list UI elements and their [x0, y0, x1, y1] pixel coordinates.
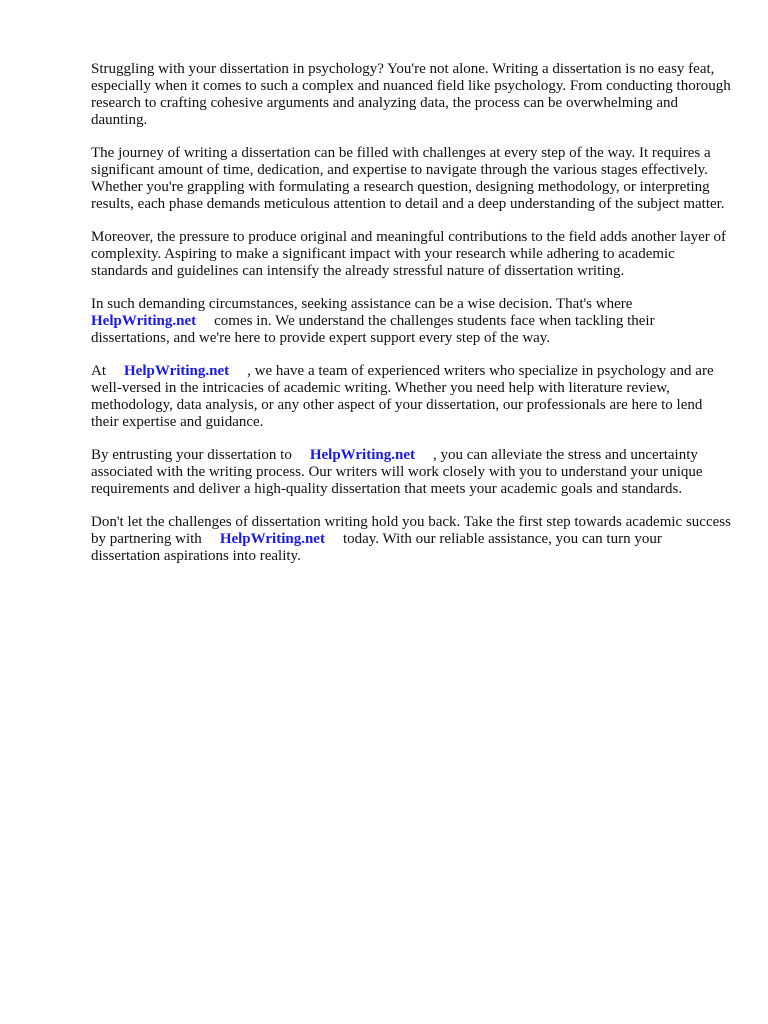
- paragraph-team: [91, 363, 731, 431]
- helpwriting-link[interactable]: HelpWriting.net: [309, 447, 415, 463]
- paragraph-journey: The journey of writing a dissertation can be filled with challenges at every step of the way. It requires a significant amount of time, dedication, and expertise to navigate through the various stages effectively. Whether you're grappling with formulating a research question, designing methodology, or interpreting results, each phase demands meticulous attention to detail and a deep understanding of the subject matter.: [91, 145, 725, 212]
- helpwriting-link[interactable]: HelpWriting.net: [91, 313, 197, 329]
- helpwriting-link[interactable]: HelpWriting.net: [124, 363, 230, 379]
- paragraph-text: , you can alleviate the stress and uncertainty associated with the writing process. Our writers will work closely with you to understand your unique requirements and deliver a high-quality dissertation that meets your academic goals and standards.: [91, 447, 703, 497]
- paragraph-text: In such demanding circumstances, seeking assistance can be a wise decision. That's where: [91, 296, 633, 312]
- helpwriting-link[interactable]: HelpWriting.net: [219, 531, 325, 547]
- document-body: [91, 61, 731, 581]
- paragraph-text: , we have a team of experienced writers who specialize in psychology and are well-versed in the intricacies of academic writing. Whether you need help with literature review, methodology, data analysis, or any other aspect of your dissertation, our professionals are here to lend their expertise and guidance.: [91, 363, 714, 430]
- paragraph-text: At: [91, 363, 106, 379]
- paragraph-entrusting: [91, 447, 731, 498]
- paragraph-text: comes in. We understand the challenges students face when tackling their dissertations, and we're here to provide expert support every step of the way.: [91, 313, 655, 346]
- paragraph-pressure: Moreover, the pressure to produce original and meaningful contributions to the field adds another layer of complexity. Aspiring to make a significant impact with your research while adhering to academic standards and guidelines can intensify the already stressful nature of dissertation writing.: [91, 229, 727, 279]
- paragraph-text: By entrusting your dissertation to: [91, 447, 292, 463]
- paragraph-intro: Struggling with your dissertation in psychology? You're not alone. Writing a dissertation is no easy feat, especially when it comes to such a complex and nuanced field like psychology. From conducting thorough research to crafting cohesive arguments and analyzing data, the process can be overwhelming and daunting.: [91, 61, 731, 128]
- paragraph-text: Don't let the challenges of dissertation writing hold you back. Take the first step towards academic success by partnering with: [91, 514, 731, 547]
- paragraph-assistance: [91, 296, 731, 347]
- paragraph-text: today. With our reliable assistance, you can turn your dissertation aspirations into reality.: [91, 531, 662, 564]
- paragraph-closing: [91, 514, 731, 565]
